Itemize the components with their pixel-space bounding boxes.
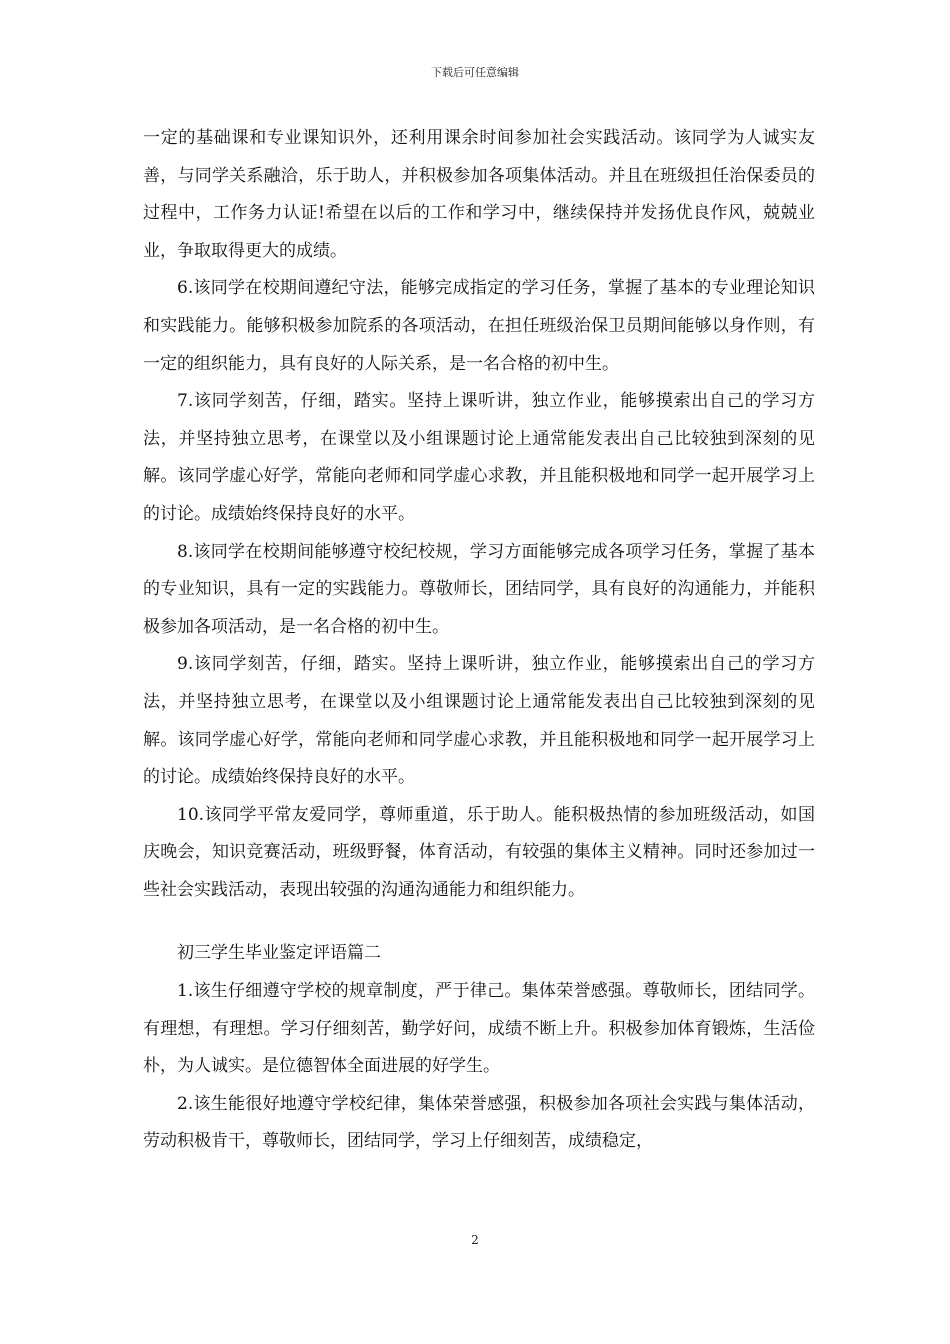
section-spacer [143, 909, 815, 935]
paragraph-item-8: 8.该同学在校期间能够遵守校纪校规，学习方面能够完成各项学习任务，掌握了基本的专业知识，具有一定的实践能力。尊敬师长，团结同学，具有良好的沟通能力，并能积极参加各项活动，是一名合格的初中生。 [143, 541, 815, 637]
paragraph-item-10: 10.该同学平常友爱同学，尊师重道，乐于助人。能积极热情的参加班级活动，如国庆晚会，知识竞赛活动，班级野餐，体育活动，有较强的集体主义精神。同时还参加过一些社会实践活动，表现出较强的沟通沟通能力和组织能力。 [143, 804, 815, 900]
paragraph-continued: 一定的基础课和专业课知识外，还利用课余时间参加社会实践活动。该同学为人诚实友善，与同学关系融洽，乐于助人，并积极参加各项集体活动。并且在班级担任治保委员的过程中，工作务力认证!希望在以后的工作和学习中，继续保持并发扬优良作风，兢兢业业，争取取得更大的成绩。 [143, 128, 815, 261]
paragraph-item-7: 7.该同学刻苦，仔细，踏实。坚持上课听讲，独立作业，能够摸索出自己的学习方法，并坚持独立思考，在课堂以及小组课题讨论上通常能发表出自己比较独到深刻的见解。该同学虚心好学，常能向老师和同学虚心求教，并且能积极地和同学一起开展学习上的讨论。成绩始终保持良好的水平。 [143, 391, 815, 524]
paragraph-section2-item-2: 2.该生能很好地遵守学校纪律，集体荣誉感强，积极参加各项社会实践与集体活动，劳动积极肯干，尊敬师长，团结同学，学习上仔细刻苦，成绩稳定， [143, 1093, 815, 1152]
page-header: 下载后可任意编辑 [431, 66, 519, 79]
page-number: 2 [471, 1233, 479, 1247]
document-body [143, 120, 815, 1161]
paragraph-item-6: 6.该同学在校期间遵纪守法，能够完成指定的学习任务，掌握了基本的专业理论知识和实践能力。能够积极参加院系的各项活动，在担任班级治保卫员期间能够以身作则，有一定的组织能力，具有良好的人际关系，是一名合格的初中生。 [143, 278, 815, 374]
paragraph-section2-item-1: 1.该生仔细遵守学校的规章制度，严于律己。集体荣誉感强。尊敬师长，团结同学。有理想，有理想。学习仔细刻苦，勤学好问，成绩不断上升。积极参加体育锻炼，生活俭朴，为人诚实。是位德智体全面进展的好学生。 [143, 981, 815, 1077]
section-title: 初三学生毕业鉴定评语篇二 [177, 943, 381, 964]
paragraph-item-9: 9.该同学刻苦，仔细，踏实。坚持上课听讲，独立作业，能够摸索出自己的学习方法，并坚持独立思考，在课堂以及小组课题讨论上通常能发表出自己比较独到深刻的见解。该同学虚心好学，常能向老师和同学虚心求教，并且能积极地和同学一起开展学习上的讨论。成绩始终保持良好的水平。 [143, 654, 815, 788]
